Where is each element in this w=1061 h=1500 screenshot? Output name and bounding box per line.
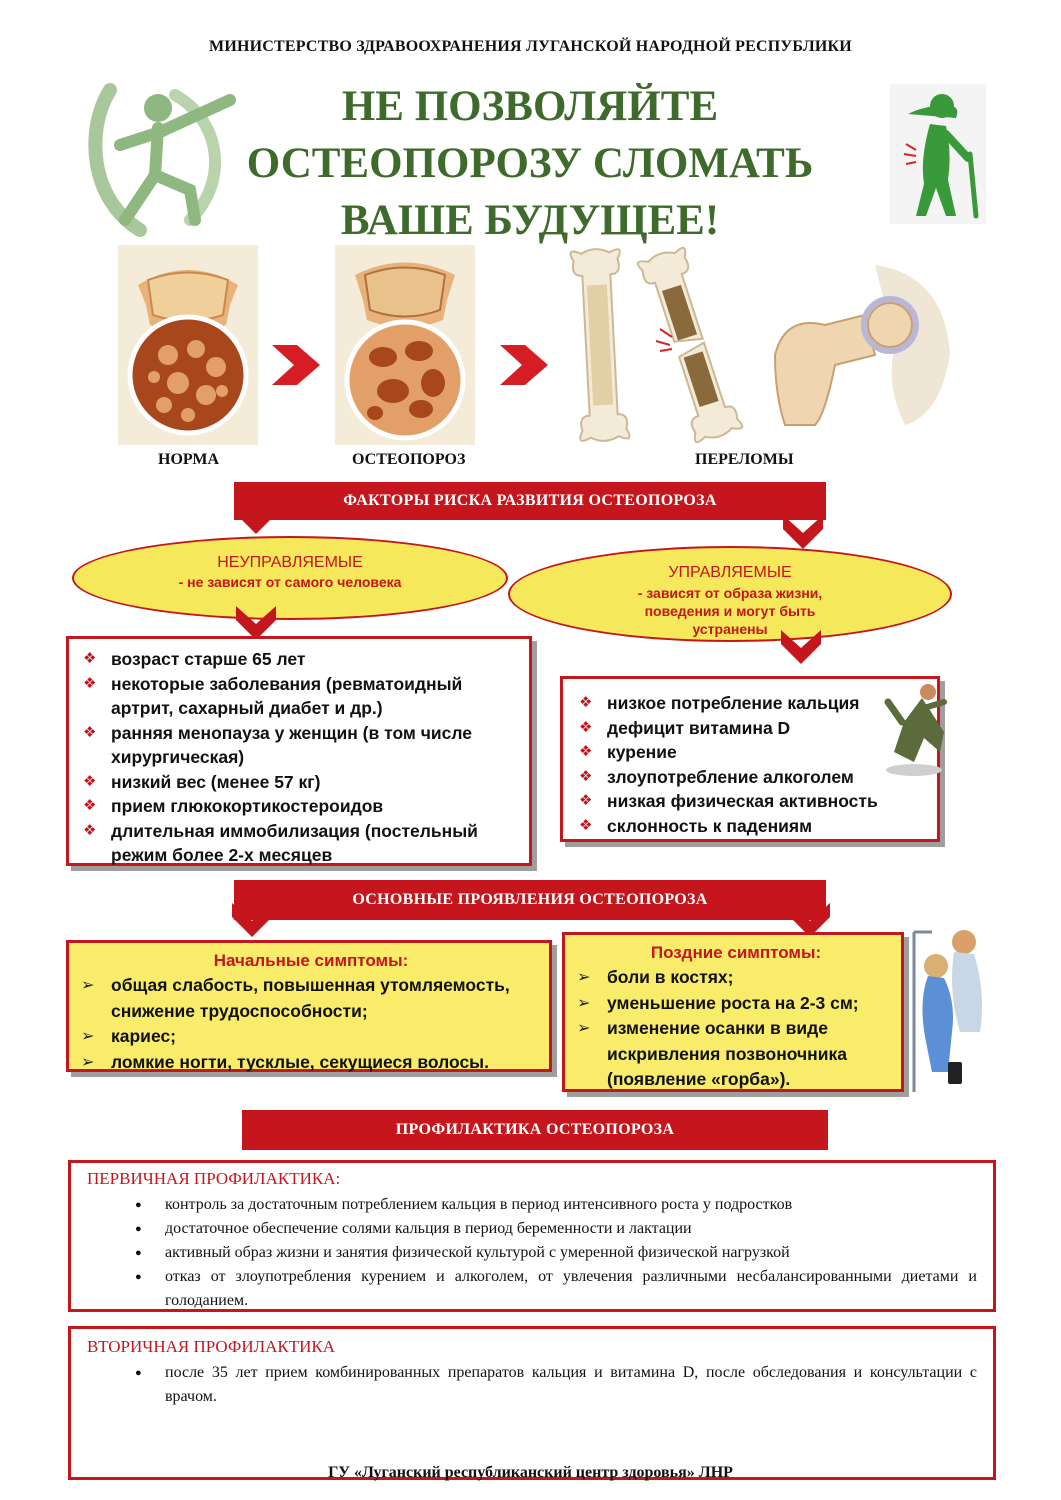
list-item: ❖ прием глюкокортикостероидов [83, 794, 523, 819]
caption-osteoporosis: ОСТЕОПОРОЗ [352, 451, 466, 468]
uncontrolled-ellipse [72, 536, 508, 620]
list-item: ❖ курение [579, 740, 937, 765]
late-symptoms-title: Поздние симптомы: [650, 943, 822, 962]
caption-norm: НОРМА [158, 451, 220, 468]
main-title [220, 78, 840, 249]
list-item: ❖ склонность к падениям [579, 814, 937, 839]
symptoms-banner: ОСНОВНЫЕ ПРОЯВЛЕНИЯ ОСТЕОПОРОЗА [234, 880, 826, 920]
list-item: ❖ дефицит витамина D [579, 716, 937, 741]
controlled-factors-box [560, 676, 940, 842]
list-item: ❖ низкое потребление кальция [579, 691, 937, 716]
prevention-banner: ПРОФИЛАКТИКА ОСТЕОПОРОЗА [242, 1110, 828, 1150]
early-symptoms-title: Начальные симптомы: [213, 951, 409, 970]
chevron-down-icon [783, 515, 823, 551]
chevron-down-icon [232, 903, 272, 939]
list-item: ➢ кариес; [81, 1024, 541, 1050]
list-item: ❖ возраст старше 65 лет [83, 647, 523, 672]
early-symptoms-box [66, 940, 552, 1072]
list-item: ➢ ломкие ногти, тусклые, секущиеся волосы. [81, 1050, 541, 1076]
list-item: ● контроль за достаточным потреблением кальция в период интенсивного роста у подростков [87, 1193, 977, 1217]
uncontrolled-title: НЕУПРАВЛЯЕМЫЕ [217, 554, 363, 571]
list-item: ➢ уменьшение роста на 2-3 см; [577, 991, 895, 1017]
secondary-prevention-box [68, 1326, 996, 1480]
hip-fracture-image [765, 245, 955, 445]
title-line-1: НЕ ПОЗВОЛЯЙТЕ [341, 83, 719, 130]
health-logo-icon [80, 70, 240, 240]
ministry-name: МИНИСТЕРСТВО ЗДРАВООХРАНЕНИЯ ЛУГАНСКОЙ НАРОДНОЙ РЕСПУБЛИКИ [209, 38, 852, 55]
uncontrolled-subtitle: - не зависят от самого человека [178, 574, 402, 590]
arrow-right-icon [500, 340, 550, 390]
elderly-person-icon [890, 84, 986, 224]
list-item: ● активный образ жизни и занятия физической культурой с умеренной физической нагрузкой [87, 1241, 977, 1265]
secondary-prevention-title: ВТОРИЧНАЯ ПРОФИЛАКТИКА [87, 1337, 336, 1356]
list-item: ➢ изменение осанки в виде искривления позвоночника (появление «горба»). [577, 1016, 895, 1093]
chevron-down-icon [236, 500, 276, 536]
title-line-3: ВАШЕ БУДУЩЕЕ! [340, 197, 720, 244]
list-item: ● достаточное обеспечение солями кальция в период беременности и лактации [87, 1217, 977, 1241]
fractured-bone-image [560, 245, 750, 445]
uncontrolled-factors-box [66, 636, 532, 866]
late-symptoms-box [562, 932, 904, 1092]
falling-person-image [884, 682, 948, 778]
list-item: ❖ ранняя менопауза у женщин (в том числе хирургическая) [83, 721, 523, 770]
primary-prevention-title: ПЕРВИЧНАЯ ПРОФИЛАКТИКА: [87, 1169, 341, 1188]
list-item: ❖ некоторые заболевания (ревматоидный артрит, сахарный диабет и др.) [83, 672, 523, 721]
list-item: ❖ длительная иммобилизация (постельный режим более 2-х месяцев [83, 819, 523, 868]
caption-fractures: ПЕРЕЛОМЫ [695, 451, 794, 468]
list-item: ➢ боли в костях; [577, 965, 895, 991]
risk-factors-banner: ФАКТОРЫ РИСКА РАЗВИТИЯ ОСТЕОПОРОЗА [234, 482, 826, 520]
controlled-title: УПРАВЛЯЕМЫЕ [668, 564, 792, 581]
list-item: ● после 35 лет прием комбинированных препаратов кальция и витамина D, после обследования и консультации с врачом. [87, 1361, 977, 1409]
arrow-right-icon [272, 340, 322, 390]
list-item: ❖ низкая физическая активность [579, 789, 937, 814]
footer-organization: ГУ «Луганский республиканский центр здоровья» ЛНР [328, 1464, 733, 1481]
list-item: ● отказ от злоупотребления курением и алкоголем, от увлечения различными несбалансированными диетами и голоданием. [87, 1265, 977, 1313]
list-item: ➢ общая слабость, повышенная утомляемость, снижение трудоспособности; [81, 973, 541, 1024]
list-item: ❖ злоупотребление алкоголем [579, 765, 937, 790]
chevron-down-icon [781, 630, 821, 666]
osteoporosis-bone-image [335, 245, 475, 445]
controlled-ellipse [508, 546, 952, 642]
primary-prevention-box [68, 1160, 996, 1312]
title-line-2: ОСТЕОПОРОЗУ СЛОМАТЬ [246, 140, 814, 187]
controlled-subtitle: - зависят от образа жизни, поведения и могут быть устранены [637, 585, 823, 637]
normal-bone-image [118, 245, 258, 445]
elderly-women-image [908, 922, 988, 1098]
list-item: ❖ низкий вес (менее 57 кг) [83, 770, 523, 795]
